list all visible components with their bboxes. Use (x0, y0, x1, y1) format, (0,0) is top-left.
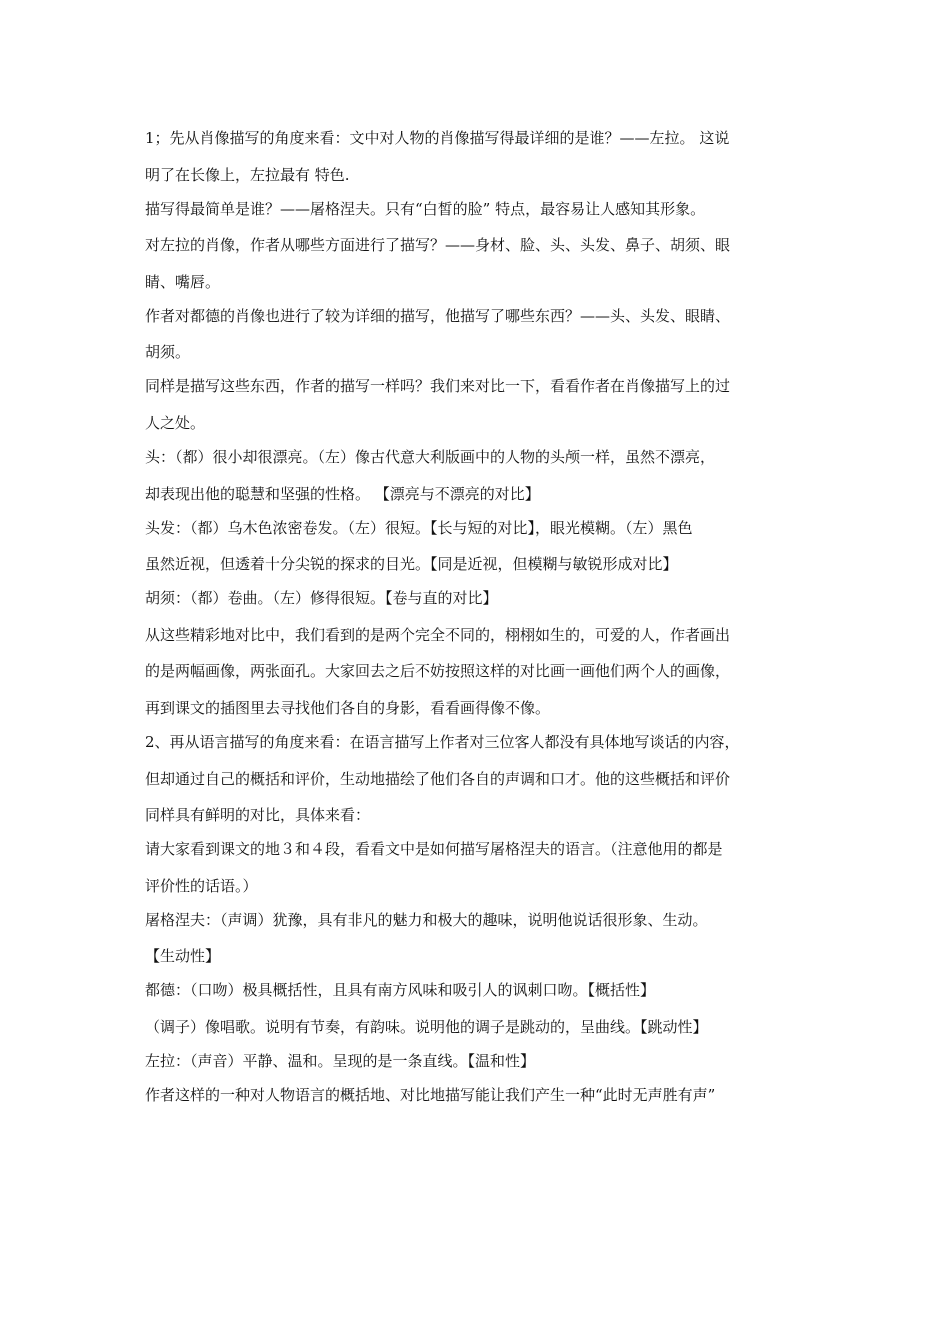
text-line: 头：（都）很小却很漂亮。（左）像古代意大利版画中的人物的头颅一样，虽然不漂亮， (145, 447, 716, 466)
text-line: 作者这样的一种对人物语言的概括地、对比地描写能让我们产生一种“此时无声胜有声” (145, 1085, 716, 1104)
text-line: 但却通过自己的概括和评价，生动地描绘了他们各自的声调和口才。他的这些概括和评价 (145, 769, 731, 788)
text-line: （调子）像唱歌。说明有节奏，有韵味。说明他的调子是跳动的，呈曲线。【跳动性】 (145, 1017, 708, 1036)
text-line: 明了在长像上，左拉最有 特色. (145, 165, 350, 184)
text-line: 左拉：（声音）平静、温和。呈现的是一条直线。【温和性】 (145, 1051, 536, 1070)
text-line: 描写得最简单是谁？——屠格涅夫。只有“白皙的脸” 特点，最容易让人感知其形象。 (145, 199, 706, 218)
text-line: 再到课文的插图里去寻找他们各自的身影，看看画得像不像。 (145, 698, 551, 717)
text-line: 作者对都德的肖像也进行了较为详细的描写，他描写了哪些东西？——头、头发、眼睛、 (145, 306, 731, 325)
text-line: 的是两幅画像，两张面孔。大家回去之后不妨按照这样的对比画一画他们两个人的画像， (145, 662, 731, 681)
text-line: 请大家看到课文的地３和４段，看看文中是如何描写屠格涅夫的语言。（注意他用的都是 (145, 840, 723, 859)
text-line: 2、再从语言描写的角度来看：在语言描写上作者对三位客人都没有具体地写谈话的内容， (145, 732, 740, 751)
text-line: 睛、嘴唇。 (145, 272, 221, 291)
text-line: 却表现出他的聪慧和坚强的性格。 【漂亮与不漂亮的对比】 (145, 484, 540, 503)
text-line: 1；先从肖像描写的角度来看：文中对人物的肖像描写得最详细的是谁？——左拉。 这说 (145, 129, 730, 147)
text-line: 头发：（都）乌木色浓密卷发。（左）很短。【长与短的对比】，眼光模糊。（左）黑色 (145, 518, 693, 537)
text-line: 【生动性】 (145, 947, 221, 966)
text-line: 胡须。 (145, 343, 191, 362)
text-line: 人之处。 (145, 413, 206, 432)
text-line: 同样是描写这些东西，作者的描写一样吗？我们来对比一下，看看作者在肖像描写上的过 (145, 377, 731, 396)
text-line: 评价性的话语。） (145, 876, 258, 895)
text-line: 胡须：（都）卷曲。（左）修得很短。【卷与直的对比】 (145, 589, 498, 608)
text-line: 虽然近视，但透着十分尖锐的探求的目光。【同是近视，但模糊与敏锐形成对比】 (145, 555, 678, 574)
text-line: 从这些精彩地对比中，我们看到的是两个完全不同的，栩栩如生的，可爱的人，作者画出 (145, 625, 731, 644)
text-line: 都德：（口吻）极具概括性，且具有南方风味和吸引人的讽刺口吻。【概括性】 (145, 981, 656, 1000)
text-line: 对左拉的肖像，作者从哪些方面进行了描写？——身材、脸、头、头发、鼻子、胡须、眼 (145, 236, 731, 255)
text-line: 屠格涅夫：（声调）犹豫，具有非凡的魅力和极大的趣味，说明他说话很形象、生动。 (145, 910, 708, 929)
text-line: 同样具有鲜明的对比，具体来看： (145, 806, 371, 825)
document-body (145, 124, 810, 1118)
